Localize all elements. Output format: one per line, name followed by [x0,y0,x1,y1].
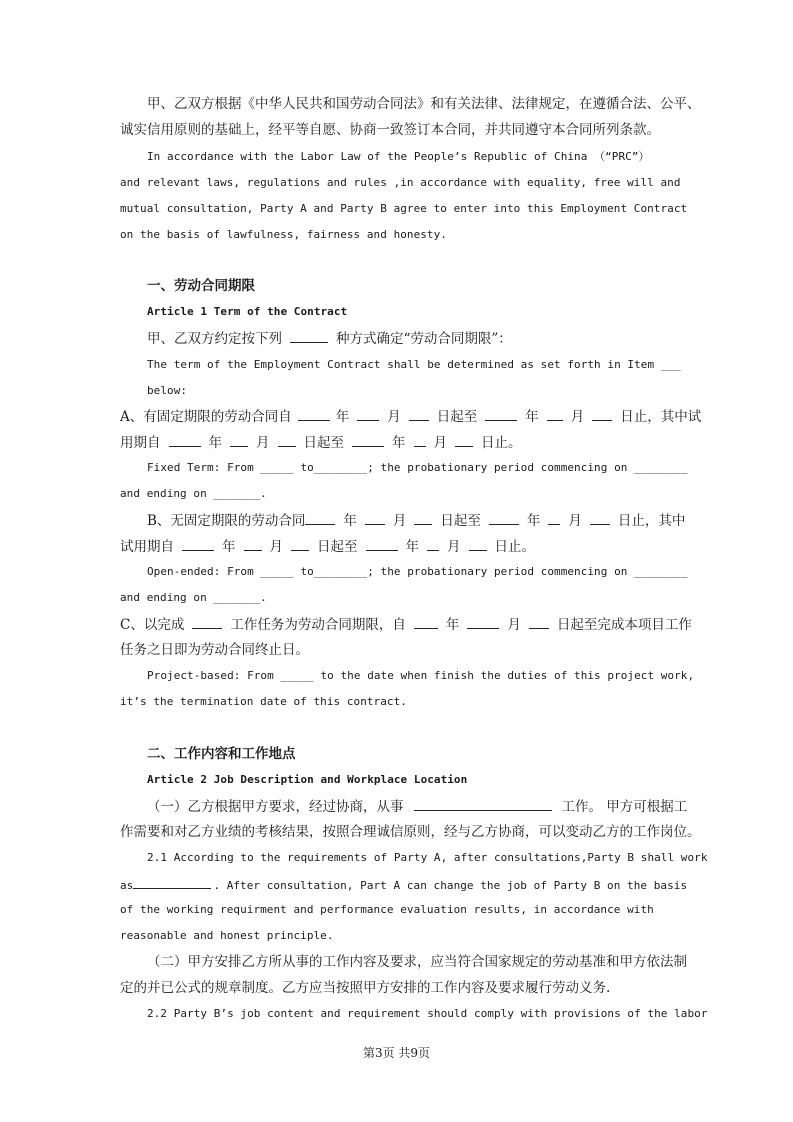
option-b-zh-line-1 [147,512,685,529]
article1-select-zh-a: 甲、乙双方约定按下列 [147,331,282,347]
option-c-en-line-2: it’s the termination date of this contract. [120,695,407,708]
article2-heading-en: Article 2 Job Description and Workplace Location [147,773,468,786]
year-label-8: 年 [405,539,419,555]
c-year-blank [414,616,438,629]
month-label: 月 [387,409,401,425]
article2-p1-zh-line-2: 作需要和对乙方业绩的考核结果，按照合理诚信原则，经与乙方协商，可以变动乙方的工作岗位。 [120,824,701,840]
month-label-8: 月 [447,539,461,555]
b-start-year-blank [305,512,335,525]
option-c-zh-line-2: 任务之日即为劳动合同终止日。 [120,642,309,658]
option-a-zh-line-2 [120,434,522,451]
article1-select-zh-b: 种方式确定“劳动合同期限”： [336,331,512,347]
option-a-label: A、有固定期限的劳动合同自 [120,409,292,425]
intro-en-line-1: In accordance with the Labor Law of the People’s Republic of China （“PRC”） [147,150,650,163]
b-end-day-blank [590,512,610,525]
month-label-6: 月 [568,513,582,529]
p1-zh-b: 工作。 甲方可根据工 [561,799,688,815]
option-a-zh-line-1 [120,408,701,425]
end-month-blank [547,408,563,421]
b-until-trial-label: 日止，其中 [617,513,686,529]
year-label-6: 年 [526,513,541,529]
b-trial-end-month-blank [427,538,439,551]
start-year-blank [298,408,330,421]
article2-p1-en-line-4: reasonable and honest principle. [120,929,334,942]
article2-p2-zh-line-1: （二）甲方安排乙方所从事的工作内容及要求，应当符合国家规定的劳动基准和甲方依法制 [147,954,687,970]
item-blank [290,330,328,343]
article1-select-zh [147,330,512,347]
month-label-2: 月 [570,409,585,425]
c-month-blank [467,616,499,629]
b-start-month-blank [365,512,385,525]
month-label-9: 月 [507,617,521,633]
b-trial-label: 试用期自 [120,539,174,555]
b-trial-start-month-blank [244,538,262,551]
trial-end-year-blank [352,434,384,447]
article2-p1-en-line-2 [120,876,687,894]
end-label-2: 日止。 [494,539,535,555]
from-label-4: 日起至 [317,539,358,555]
trial-label: 用期自 [120,435,161,451]
article2-p1-en-line-3: of the working requirment and performance evaluation results, in accordance with [120,903,654,916]
year-label-3: 年 [208,435,222,451]
article2-p1-en-line-1: 2.1 According to the requirements of Party A, after consultations,Party B shall work [147,851,708,864]
article2-p1-zh-line-1 [147,798,687,815]
b-trial-start-day-blank [291,538,309,551]
b-start-day-blank [414,512,432,525]
c-task-label: 工作任务为劳动合同期限，自 [230,617,406,633]
year-label-4: 年 [392,435,406,451]
from-label: 日起至 [436,409,478,425]
month-label-4: 月 [433,435,447,451]
option-a-en-line-1: Fixed Term: From _____ to________; the probationary period commencing on ________ [147,461,688,474]
start-day-blank [409,408,429,421]
year-label-2: 年 [525,409,539,425]
option-b-en-line-2: and ending on _______. [120,591,267,604]
end-year-blank [485,408,517,421]
b-end-year-blank [489,512,519,525]
option-b-label: B、无固定期限的劳动合同 [147,513,306,529]
b-trial-end-day-blank [469,538,487,551]
article1-heading-zh: 一、劳动合同期限 [147,278,255,294]
option-c-en-line-1: Project-based: From _____ to the date when finish the duties of this project work, [147,669,695,682]
article2-heading-zh: 二、工作内容和工作地点 [147,746,296,762]
job-title-blank [414,798,552,811]
intro-en-line-3: mutual consultation, Party A and Party B agree to enter into this Employment Contract [120,202,688,215]
year-label: 年 [335,409,350,425]
intro-zh-line-1: 甲、乙双方根据《中华人民共和国劳动合同法》和有关法律、法律规定，在遵循合法、公平、 [147,96,701,112]
from-label-2: 日起至 [303,435,344,451]
year-label-7: 年 [222,539,236,555]
month-label-7: 月 [269,539,283,555]
option-c-label: C、以完成 [120,617,185,633]
p1-zh-a: （一）乙方根据甲方要求，经过协商，从事 [147,799,404,815]
trial-start-month-blank [230,434,248,447]
c-day-blank [529,616,549,629]
b-trial-end-year-blank [366,538,398,551]
option-b-zh-line-2 [120,538,535,555]
b-trial-start-year-blank [182,538,214,551]
article2-p2-en-line-1: 2.2 Party B’s job content and requirement should comply with provisions of the labor [147,1007,708,1020]
intro-en-line-2: and relevant laws, regulations and rules ,in accordance with equality, free will and [120,176,681,189]
b-end-month-blank [548,512,560,525]
c-from-label: 日起至完成本项目工作 [556,617,692,633]
year-label-5: 年 [343,513,357,529]
p1-en-rest: . After consultation, Part A can change the job of Party B on the basis [213,879,688,892]
intro-en-line-4: on the basis of lawfulness, fairness and honesty. [120,228,447,241]
trial-end-month-blank [414,434,426,447]
trial-end-day-blank [455,434,473,447]
end-day-blank [592,408,612,421]
article1-select-en-2: below: [147,384,188,397]
article2-p2-zh-line-2: 定的并已公式的规章制度。乙方应当按照甲方安排的工作内容及要求履行劳动义务. [120,980,611,996]
article1-select-en-1: The term of the Employment Contract shall be determined as set forth in Item ___ [147,358,681,371]
month-label-3: 月 [256,435,270,451]
p1-en-as: as [120,879,134,892]
trial-start-year-blank [169,434,201,447]
start-month-blank [357,408,379,421]
article1-heading-en: Article 1 Term of the Contract [147,305,348,318]
until-trial-label: 日止，其中试 [620,409,702,425]
trial-start-day-blank [278,434,296,447]
month-label-5: 月 [392,513,407,529]
intro-zh-line-2: 诚实信用原则的基础上，经平等自愿、协商一致签订本合同，并共同遵守本合同所列条款。 [120,122,660,138]
year-label-9: 年 [445,617,460,633]
from-label-3: 日起至 [440,513,481,529]
option-b-en-line-1: Open-ended: From _____ to________; the probationary period commencing on ________ [147,565,688,578]
end-label: 日止。 [481,435,522,451]
job-title-en-blank [133,876,211,889]
option-c-zh-line-1 [120,616,692,633]
page-footer: 第3页 共9页 [362,1046,431,1060]
option-a-en-line-2: and ending on _______. [120,487,267,500]
c-task-blank [192,616,222,629]
